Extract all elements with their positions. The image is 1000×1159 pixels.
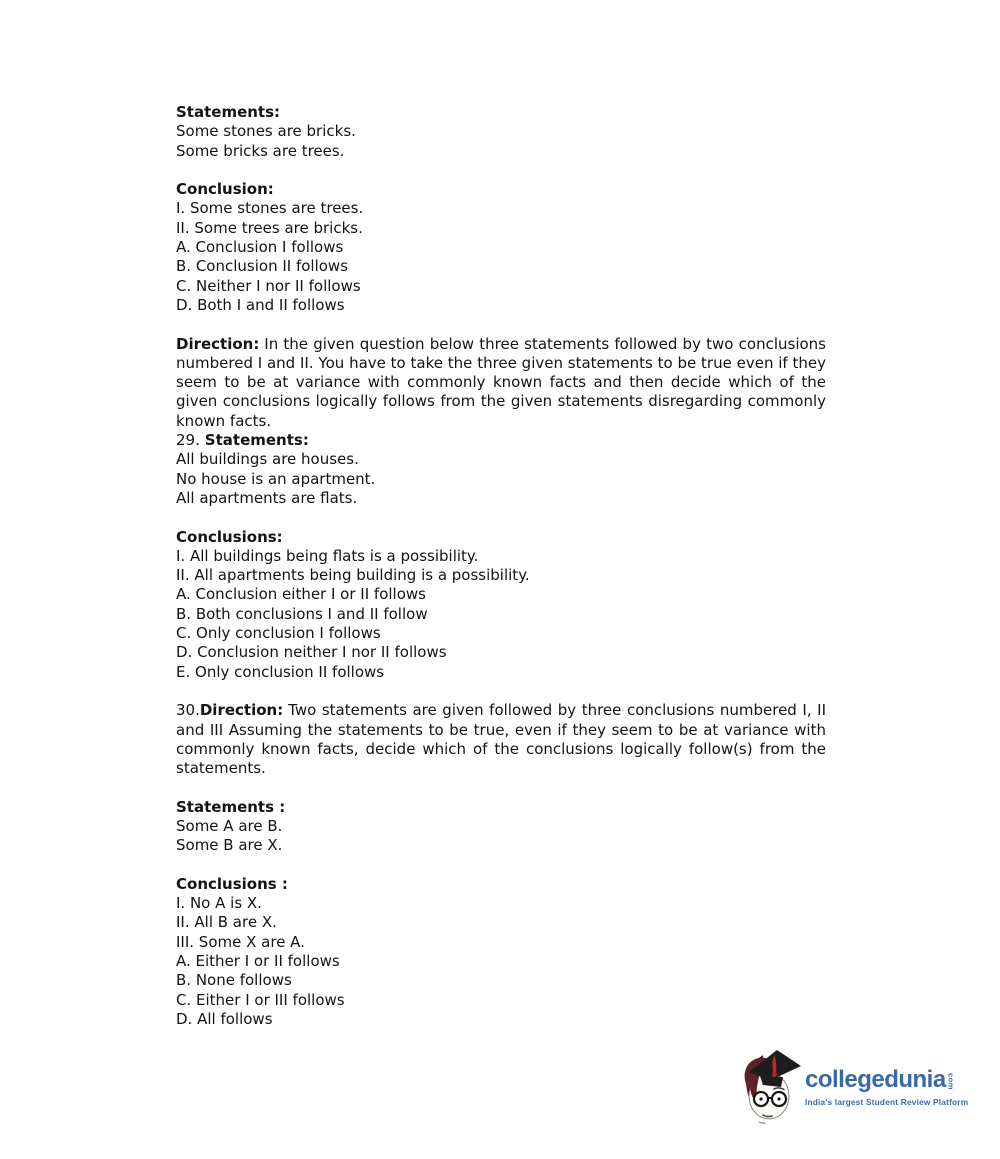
option-line: C. Neither I nor II follows	[176, 276, 361, 295]
q29-direction-and-statements-block	[176, 335, 826, 509]
conclusion-line: II. Some trees are bricks.	[176, 218, 363, 237]
statement-line: No house is an apartment.	[176, 469, 376, 488]
option-line: C. Only conclusion I follows	[176, 624, 381, 643]
direction-label: Direction:	[176, 334, 260, 353]
brand-tagline: India's largest Student Review Platform	[805, 1097, 969, 1107]
q30-statements-block	[176, 798, 826, 856]
direction-label: Direction:	[199, 701, 284, 720]
statement-line: Some B are X.	[176, 836, 283, 855]
statements-heading: Statements :	[176, 797, 286, 816]
question-number: 29.	[176, 431, 200, 450]
conclusion-line: I. Some stones are trees.	[176, 199, 364, 218]
brand-wordmark: collegedunia	[805, 1066, 946, 1093]
option-line: D. Both I and II follows	[176, 295, 345, 314]
statement-line: Some A are B.	[176, 816, 283, 835]
statement-line: All buildings are houses.	[176, 450, 359, 469]
option-line: B. Conclusion II follows	[176, 257, 349, 276]
option-line: A. Conclusion either I or II follows	[176, 585, 426, 604]
question-number: 30.	[176, 701, 200, 720]
q30-direction-paragraph	[176, 701, 826, 778]
q28-statements-block	[176, 103, 826, 161]
question-text-area	[176, 103, 826, 1029]
q29-conclusions-block	[176, 528, 826, 682]
direction-text: In the given question below three statements followed by two conclusions numbered I and II. You have to take the three given statements to be true even if they seem to be at variance with commonly known facts and then decide which of the given conclusions logically follows from the given statements disregarding commonly known facts.	[176, 334, 826, 430]
mascot-icon	[738, 1046, 803, 1128]
option-line: B. Both conclusions I and II follow	[176, 604, 428, 623]
statement-line: All apartments are flats.	[176, 488, 358, 507]
q29-direction-paragraph	[176, 335, 826, 431]
logo-text	[805, 1068, 968, 1107]
q30-direction-block	[176, 701, 826, 778]
option-line: A. Either I or II follows	[176, 952, 340, 971]
conclusion-line: I. No A is X.	[176, 894, 262, 913]
q29-statements-heading	[176, 431, 826, 450]
direction-text: Two statements are given followed by three conclusions numbered I, II and III Assuming the statements to be true, even if they seem to be at variance with commonly known facts, decide which of the conclusions logically follow(s) from the statements.	[176, 701, 826, 778]
option-line: D. Conclusion neither I nor II follows	[176, 643, 447, 662]
brand-tld: com	[946, 1073, 956, 1090]
statement-line: Some bricks are trees.	[176, 141, 345, 160]
statement-line: Some stones are bricks.	[176, 122, 356, 141]
statements-heading: Statements:	[176, 103, 281, 121]
option-line: D. All follows	[176, 1009, 273, 1028]
option-line: C. Either I or III follows	[176, 990, 345, 1009]
option-line: E. Only conclusion II follows	[176, 662, 385, 681]
conclusion-line: II. All B are X.	[176, 913, 277, 932]
statements-heading: Statements:	[204, 431, 309, 450]
conclusions-heading: Conclusions:	[176, 527, 283, 546]
conclusion-line: I. All buildings being flats is a possibility.	[176, 546, 479, 565]
collegedunia-logo	[738, 1046, 968, 1128]
q30-conclusions-block	[176, 875, 826, 1029]
conclusion-heading: Conclusion:	[176, 180, 274, 199]
option-line: A. Conclusion I follows	[176, 238, 344, 257]
option-line: B. None follows	[176, 971, 292, 990]
conclusion-line: II. All apartments being building is a possibility.	[176, 566, 530, 585]
conclusion-line: III. Some X are A.	[176, 932, 305, 951]
conclusions-heading: Conclusions :	[176, 874, 288, 893]
q28-conclusion-block	[176, 180, 826, 315]
